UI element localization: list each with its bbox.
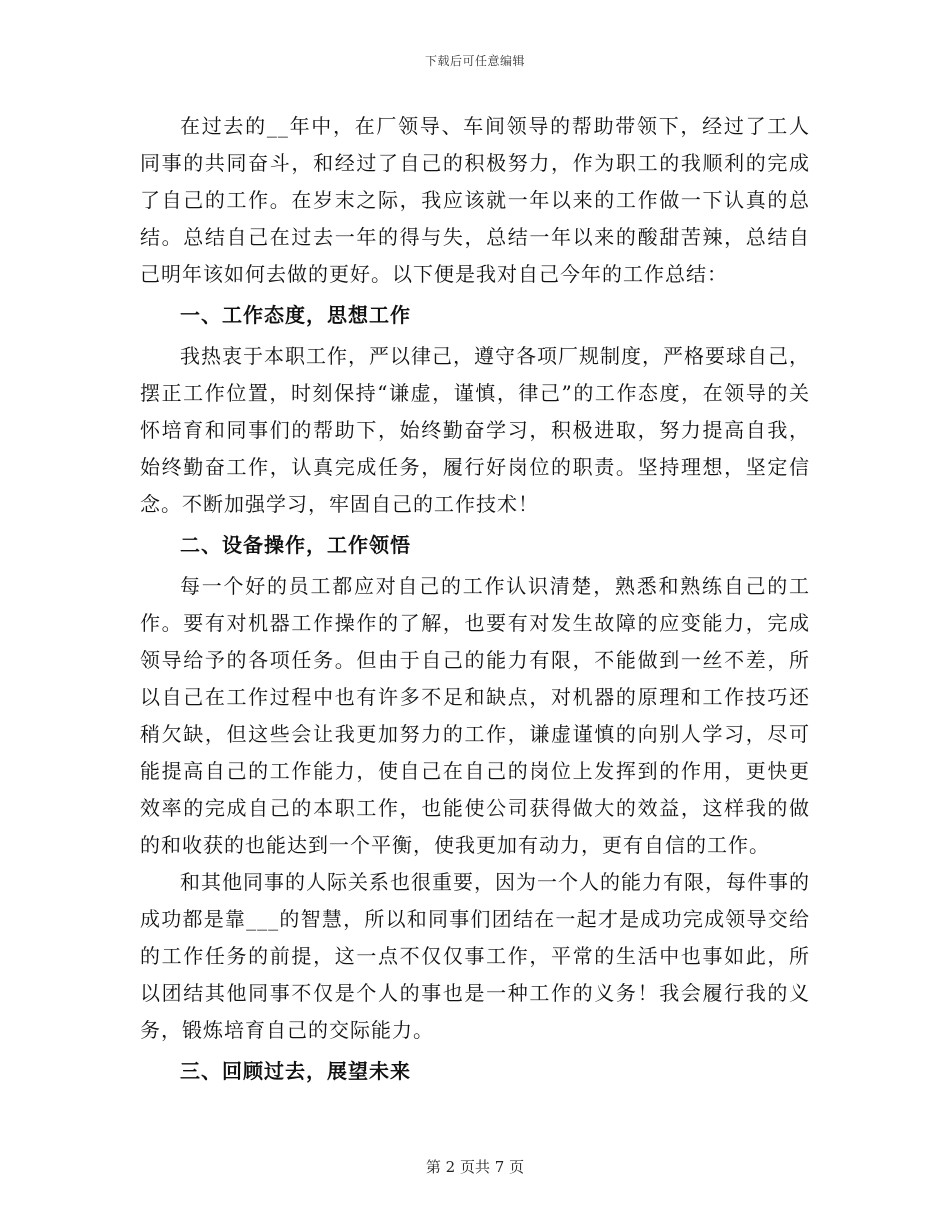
section-2-paragraph-2: 和其他同事的人际关系也很重要，因为一个人的能力有限，每件事的成功都是靠___的智慧，所以和同事们团结在一起才是成功完成领导交给的工作任务的前提，这一点不仅仅事工作，平常的生活中也事如此，所以团结其他同事不仅是个人的事也是一种工作的义务！我会履行我的义务，锻炼培育自己的交际能力。 (140, 870, 810, 1042)
page-number: 第 2 页共 7 页 (425, 1158, 525, 1176)
section-3-heading: 三、回顾过去，展望未来 (180, 1059, 411, 1083)
section-1-paragraph: 我热衷于本职工作，严以律己，遵守各项厂规制度，严格要球自己，摆正工作位置，时刻保持“谦虚，谨慎，律己”的工作态度，在领导的关怀培育和同事们的帮助下，始终勤奋学习，积极进取，努力提高自我，始终勤奋工作，认真完成任务，履行好岗位的职责。坚持理想，坚定信念。不断加强学习，牢固自己的工作技术！ (140, 344, 810, 516)
section-2-paragraph-1: 每一个好的员工都应对自己的工作认识清楚，熟悉和熟练自己的工作。要有对机器工作操作的了解，也要有对发生故障的应变能力，完成领导给予的各项任务。但由于自己的能力有限，不能做到一丝不差，所以自己在工作过程中也有许多不足和缺点，对机器的原理和工作技巧还稍欠缺，但这些会让我更加努力的工作，谦虚谨慎的向别人学习，尽可能提高自己的工作能力，使自己在自己的岗位上发挥到的作用，更快更效率的完成自己的本职工作，也能使公司获得做大的效益，这样我的做的和收获的也能达到一个平衡，使我更加有动力，更有自信的工作。 (140, 574, 810, 857)
section-1-heading: 一、工作态度，思想工作 (180, 303, 411, 327)
page-header-note: 下载后可任意编辑 (424, 54, 525, 68)
intro-paragraph: 在过去的__年中，在厂领导、车间领导的帮助带领下，经过了工人同事的共同奋斗，和经过了自己的积极努力，作为职工的我顺利的完成了自己的工作。在岁末之际，我应该就一年以来的工作做一下认真的总结。总结自己在过去一年的得与失，总结一年以来的酸甜苦辣，总结自己明年该如何去做的更好。以下便是我对自己今年的工作总结： (140, 114, 810, 286)
document-body (140, 108, 810, 1094)
section-2-heading: 二、设备操作，工作领悟 (180, 533, 411, 557)
